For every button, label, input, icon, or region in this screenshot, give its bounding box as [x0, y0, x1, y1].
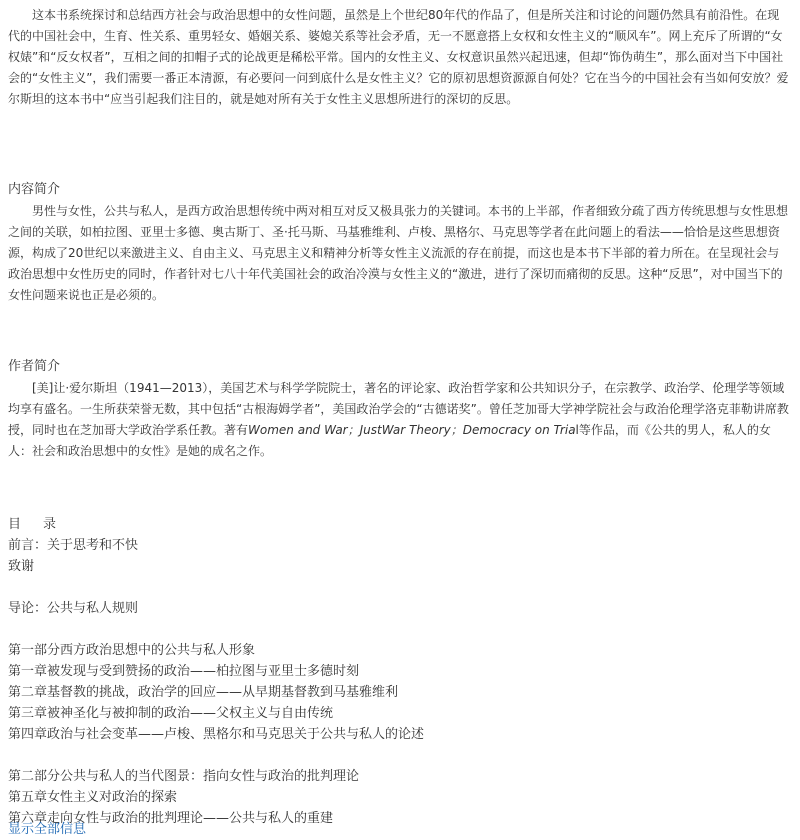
toc-item-ch3: 第三章被神圣化与被抑制的政治——父权主义与自由传统 [8, 706, 334, 721]
editor-recommend-text: 这本书系统探讨和总结西方社会与政治思想中的女性问题，虽然是上个世纪80年代的作品了，但是所关注和讨论的问题仍然具有前沿性。在现代的中国社会中，生育、性关系、重男轻女、婚姻关系、婆媳关系等社会矛盾，无一不愿意搭上女权和女性主义的“顺风车”。网上充斥了所谓的“女权婊”和“反女权者”，互相之间的扣帽子式的论战更是稀松平常。国内的女性主义、女权意识虽然兴起迅速，但却“饰伪萌生”，那么面对当下中国社会的“女性主义”，我们需要一番正本清源，有必要问一问到底什么是女性主义？它的原初思想资源源自何处？它在当今的中国社会有当如何安放？爱尔斯坦的这本书中“应当引起我们注目的，就是她对所有关于女性主义思想所进行的深切的反思。 [8, 8, 789, 106]
author-works-english: Women and War；JustWar Theory；Democracy on Tria [248, 423, 576, 437]
toc-item-part2: 第二部分公共与私人的当代图景：指向女性与政治的批判理论 [8, 769, 360, 784]
toc-item-ch1: 第一章被发现与受到赞扬的政治——柏拉图与亚里士多德时刻 [8, 664, 360, 679]
toc-item-intro: 导论：公共与私人规则 [8, 601, 139, 616]
content-intro-text: 男性与女性，公共与私人，是西方政治思想传统中两对相互对反又极具张力的关键词。本书的上半部，作者细致分疏了西方传统思想与女性思想之间的关联，如柏拉图、亚里士多德、奥古斯丁、圣·托马斯、马基雅维利、卢梭、黑格尔、马克思等学者在此问题上的看法——恰恰是这些思想资源，构成了20世纪以来激进主义、自由主义、马克思主义和精神分析等女性主义流派的存在前提，而这也是本书下半部的着力所在。在呈现社会与政治思想中女性历史的同时，作者针对七八十年代美国社会的政治冷漠与女性主义的“激进，进行了深切而痛彻的反思。这种“反思”，对中国当下的女性问题来说也正是必须的。 [8, 204, 789, 302]
content-intro-heading: 内容简介 [8, 182, 61, 197]
toc-title: 目 录 [8, 517, 57, 532]
show-all-info-link[interactable]: 显示全部信息 [8, 822, 87, 837]
author-intro-text [8, 378, 790, 462]
toc-item-ch2: 第二章基督教的挑战，政治学的回应——从早期基督教到马基雅维利 [8, 685, 399, 700]
toc-item-preface: 前言：关于思考和不快 [8, 538, 139, 553]
editor-recommend-heading [8, 0, 60, 2]
author-intro-heading: 作者简介 [8, 359, 61, 374]
toc-item-thanks: 致谢 [8, 559, 35, 574]
toc-item-ch6: 第六章走向女性与政治的批判理论——公共与私人的重建 [8, 811, 334, 826]
toc-item-part1: 第一部分西方政治思想中的公共与私人形象 [8, 643, 256, 658]
toc-item-ch4: 第四章政治与社会变革——卢梭、黑格尔和马克思关于公共与私人的论述 [8, 727, 425, 742]
table-of-contents [8, 514, 788, 829]
author-bio-tail: l等作品，而《公共的男人，私人的女人：社会和政治思想中的女性》是她的成名之作。 [8, 423, 771, 458]
toc-item-ch5: 第五章女性主义对政治的探索 [8, 790, 178, 805]
author-bio-text: [美]让·爱尔斯坦（1941—2013），美国艺术与科学学院院士，著名的评论家、政治哲学家和公共知识分子，在宗教学、政治学、伦理学等领域均享有盛名。一生所获荣誉无数，其中包括“古根海姆学者”，美国政治学会的“古德诺奖”。曾任芝加哥大学神学院社会与政治伦理学洛克菲勒讲席教授，同时也在芝加哥大学政治学系任教。著有 [8, 381, 789, 437]
